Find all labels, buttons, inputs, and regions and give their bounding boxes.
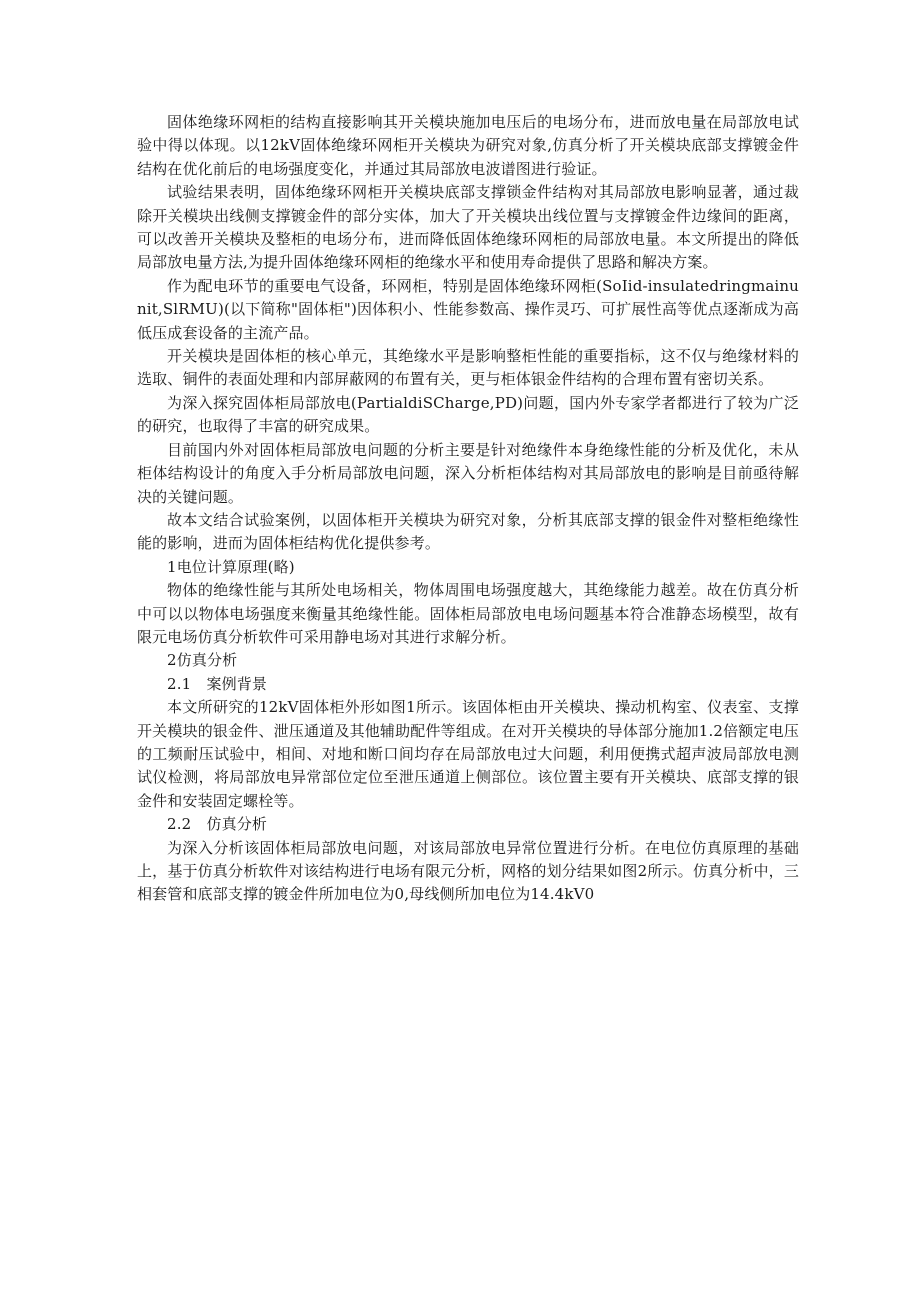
paragraph-results: 试验结果表明，固体绝缘环网柜开关模块底部支撑锁金件结构对其局部放电影响显著，通过裁除开关模块出线侧支撑镀金件的部分实体，加大了开关模块出线位置与支撑镀金件边缘间的距离，可以改善开关模块及整柜的电场分布，进而降低固体绝缘环网柜的局部放电量。本文所提出的降低局部放电量方法,为提升固体绝缘环网柜的绝缘水平和使用寿命提供了思路和解决方案。 — [137, 183, 799, 272]
paragraph-switch-module: 开关模块是固体柜的核心单元，其绝缘水平是影响整柜性能的重要指标，这不仅与绝缘材料的选取、铜件的表面处理和内部屏蔽网的布置有关，更与柜体银金件结构的合理布置有密切关系。 — [137, 347, 799, 389]
paragraph-insulation-principle: 物体的绝缘性能与其所处电场相关，物体周围电场强度越大，其绝缘能力越差。故在仿真分析中可以以物体电场强度来衡量其绝缘性能。固体柜局部放电电场问题基本符合准静态场模型，故有限元电场仿真分析软件可采用静电场对其进行求解分析。 — [137, 581, 799, 646]
paragraph-ring-main-unit: 作为配电环节的重要电气设备，环网柜，特别是固体绝缘环网柜(SoIid-insulatedringmainunit,SlRMU)(以下简称"固体柜")因体积小、性能参数高、操作灵巧、可扩展性高等优点逐渐成为高低压成套设备的主流产品。 — [137, 276, 799, 342]
paragraph-simulation: 为深入分析该固体柜局部放电问题，对该局部放电异常位置进行分析。在电位仿真原理的基础上，基于仿真分析软件对该结构进行电场有限元分析，网格的划分结果如图2所示。仿真分析中，三相套管和底部支撑的镀金件所加电位为0,母线侧所加电位为14.4kV0 — [137, 838, 799, 904]
subsection-heading-2-2: 2.2 仿真分析 — [167, 815, 268, 834]
document-body — [137, 111, 799, 907]
subsection-heading-2-1: 2.1 案例背景 — [167, 674, 268, 693]
paragraph-intro: 固体绝缘环网柜的结构直接影响其开关模块施加电压后的电场分布，进而放电量在局部放电试验中得以体现。以12kV固体绝缘环网柜开关模块为研究对象,仿真分析了开关模块底部支撑镀金件结构在优化前后的电场强度变化，并通过其局部放电波谱图进行验证。 — [137, 113, 799, 178]
paragraph-purpose: 故本文结合试验案例，以固体柜开关模块为研究对象，分析其底部支撑的银金件对整柜绝缘性能的影响，进而为固体柜结构优化提供参考。 — [137, 510, 799, 553]
section-heading-2: 2仿真分析 — [167, 651, 238, 670]
paragraph-partial-discharge: 为深入探究固体柜局部放电(PartialdiSCharge,PD)问题，国内外专家学者都进行了较为广泛的研究，也取得了丰富的研究成果。 — [137, 393, 799, 436]
paragraph-current-research: 目前国内外对固体柜局部放电问题的分析主要是针对绝缘件本身绝缘性能的分析及优化，未从柜体结构设计的角度入手分析局部放电问题，深入分析柜体结构对其局部放电的影响是目前亟待解决的关键问题。 — [137, 440, 799, 506]
section-heading-1: 1电位计算原理(略) — [167, 557, 295, 576]
paragraph-case-background: 本文所研究的12kV固体柜外形如图1所示。该固体柜由开关模块、操动机构室、仪表室、支撑开关模块的银金件、泄压通道及其他辅助配件等组成。在对开关模块的导体部分施加1.2倍额定电压的工频耐压试验中，相间、对地和断口间均存在局部放电过大问题，利用便携式超声波局部放电测试仪检测，将局部放电异常部位定位至泄压通道上侧部位。该位置主要有开关模块、底部支撑的银金件和安装固定螺栓等。 — [137, 698, 799, 810]
